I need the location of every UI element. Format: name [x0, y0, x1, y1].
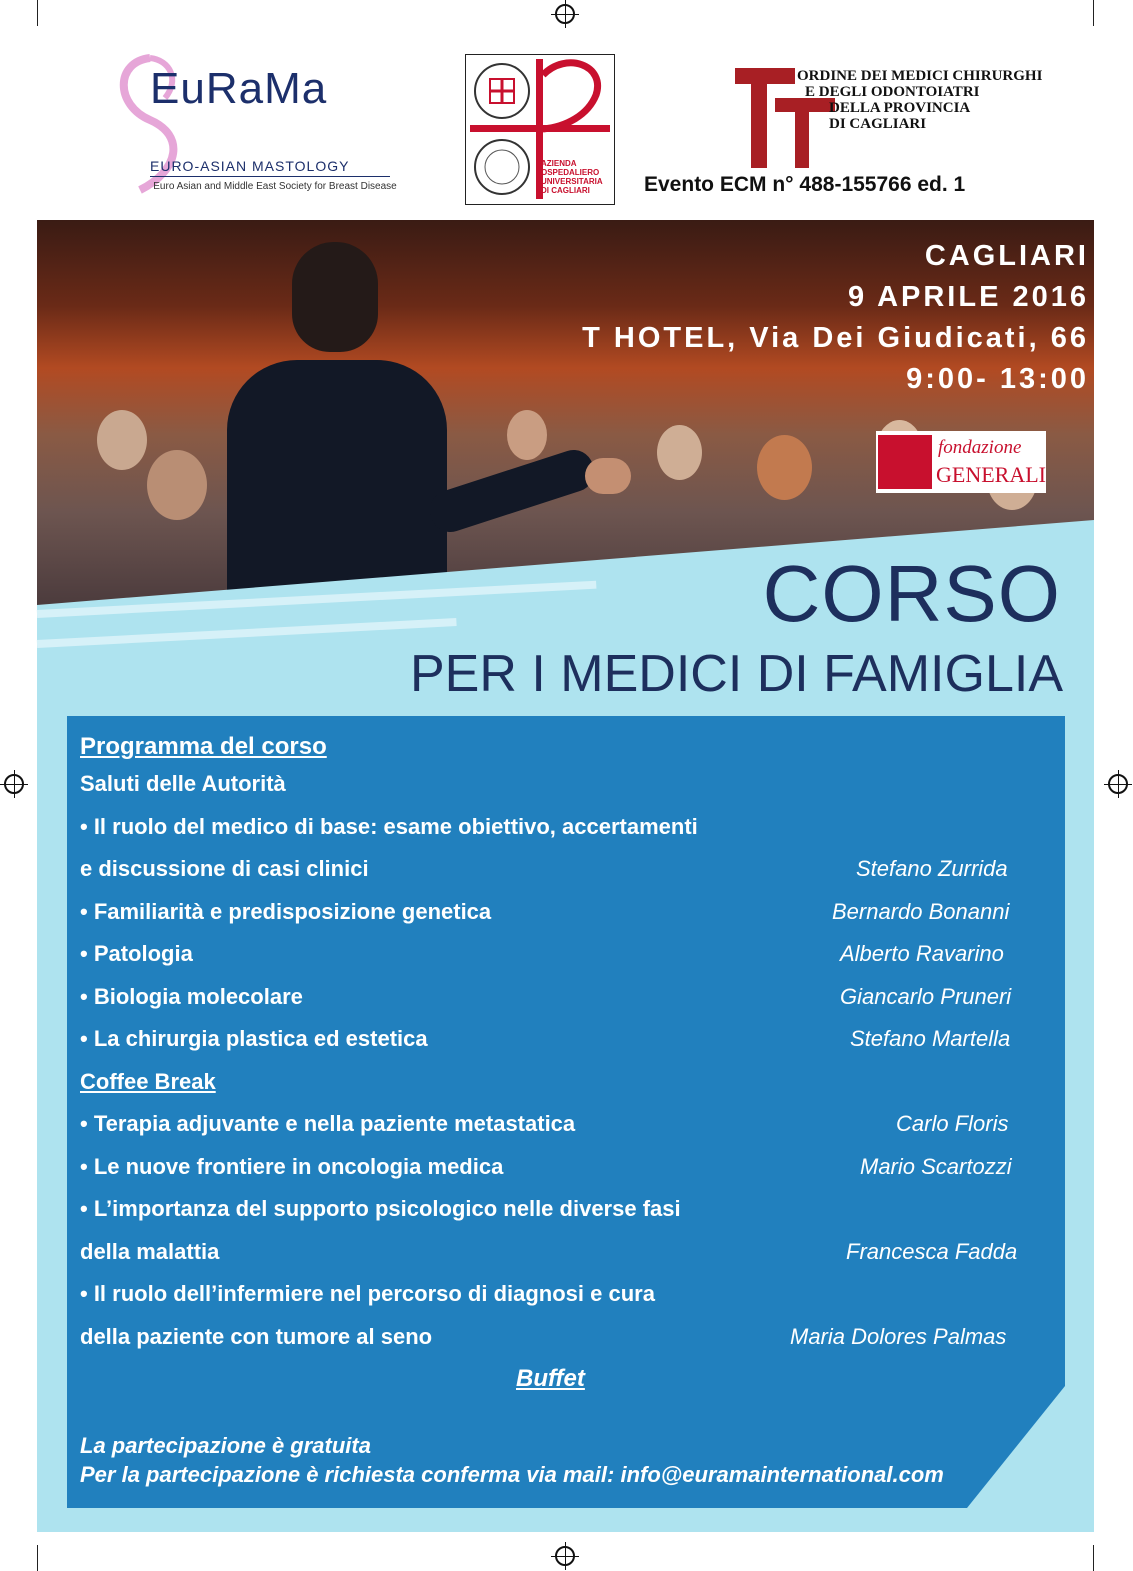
speaker-name: Carlo Floris: [896, 1111, 1009, 1136]
program-greeting: Saluti delle Autorità: [80, 771, 286, 796]
program-item: e discussione di casi clinici: [80, 856, 369, 881]
course-subtitle: PER I MEDICI DI FAMIGLIA: [410, 645, 1063, 703]
program-item: • Biologia molecolare: [80, 984, 303, 1009]
speaker-name: Francesca Fadda: [846, 1239, 1018, 1264]
omceo-cagliari-logo: [735, 68, 1055, 168]
audience-head: [147, 450, 207, 520]
coffee-break: Coffee Break: [80, 1069, 216, 1094]
trim-mark: [1093, 0, 1094, 26]
speaker-name: Maria Dolores Palmas: [790, 1324, 1007, 1349]
omceo-line: E DEGLI ODONTOIATRI: [805, 84, 980, 100]
event-city: CAGLIARI: [924, 240, 1089, 272]
program-item: della paziente con tumore al seno: [80, 1324, 433, 1349]
program-item: • Patologia: [80, 941, 193, 966]
event-date: 9 APRILE 2016: [847, 281, 1089, 313]
lion-icon: [878, 435, 932, 489]
fondazione-generali-logo: [876, 431, 1046, 493]
program-item: • Familiarità e predisposizione genetica: [80, 899, 492, 924]
audience-head: [97, 410, 147, 470]
registration-mark-top: [555, 4, 575, 24]
speaker-name: Mario Scartozzi: [860, 1154, 1012, 1179]
omceo-name: [797, 68, 1042, 132]
trim-mark: [1093, 1545, 1094, 1571]
aou-name: AZIENDA OSPEDALIERO UNIVERSITARIA DI CAGLIARI: [541, 159, 603, 195]
registration-mark-right: [1108, 774, 1128, 794]
speaker-hand: [585, 458, 631, 494]
ecm-event-number: Evento ECM n° 488-155766 ed. 1: [644, 173, 966, 196]
event-details: [582, 236, 1089, 400]
program-item: • Terapia adjuvante e nella paziente metastatica: [80, 1111, 576, 1136]
speaker-arm: [425, 445, 600, 537]
audience-head: [757, 435, 812, 500]
course-title: CORSO: [762, 549, 1061, 638]
omceo-line: ORDINE DEI MEDICI CHIRURGHI: [797, 68, 1043, 84]
program-heading: Programma del corso: [80, 733, 327, 760]
buffet-label: Buffet: [516, 1365, 585, 1392]
eurama-subtitle: EURO-ASIAN MASTOLOGY: [150, 158, 350, 174]
speaker-figure: [227, 360, 447, 610]
speaker-name: Bernardo Bonanni: [832, 899, 1010, 924]
audience-head: [657, 425, 702, 480]
omceo-line: DELLA PROVINCIA: [829, 100, 971, 116]
speaker-name: Stefano Martella: [850, 1026, 1011, 1051]
trim-mark: [37, 1545, 38, 1571]
speaker-head: [292, 242, 378, 352]
trim-mark: [37, 0, 38, 26]
event-time: 9:00- 13:00: [906, 363, 1089, 395]
registration-mark-bottom: [555, 1546, 575, 1566]
speaker-name: Stefano Zurrida: [856, 856, 1008, 881]
eurama-wordmark: EuRaMa: [150, 64, 328, 113]
audience-head: [507, 410, 547, 460]
program-item: della malattia: [80, 1239, 220, 1264]
registration-note: Per la partecipazione è richiesta conferma via mail: info@euramainternational.com: [80, 1462, 944, 1487]
speaker-name: Alberto Ravarino: [840, 941, 1004, 966]
divider: [150, 176, 390, 177]
program-item: • Le nuove frontiere in oncologia medica: [80, 1154, 504, 1179]
program-item: • Il ruolo dell’infermiere nel percorso di diagnosi e cura: [80, 1281, 655, 1306]
generali-line2: GENERALI: [936, 462, 1046, 487]
program-item: • Il ruolo del medico di base: esame obiettivo, accertamenti: [80, 814, 698, 839]
aou-cagliari-logo: [465, 54, 615, 205]
eurama-logo: [110, 50, 400, 210]
eurama-description: Euro Asian and Middle East Society for Breast Disease: [153, 181, 397, 192]
event-venue: T HOTEL, Via Dei Giudicati, 66: [582, 322, 1089, 354]
speaker-name: Giancarlo Pruneri: [840, 984, 1012, 1009]
program-item: • La chirurgia plastica ed estetica: [80, 1026, 428, 1051]
generali-line1: fondazione: [938, 437, 1022, 458]
omceo-line: DI CAGLIARI: [829, 116, 927, 132]
registration-mark-left: [4, 774, 24, 794]
program-item: • L’importanza del supporto psicologico nelle diverse fasi: [80, 1196, 681, 1221]
participation-note: La partecipazione è gratuita: [80, 1433, 371, 1458]
